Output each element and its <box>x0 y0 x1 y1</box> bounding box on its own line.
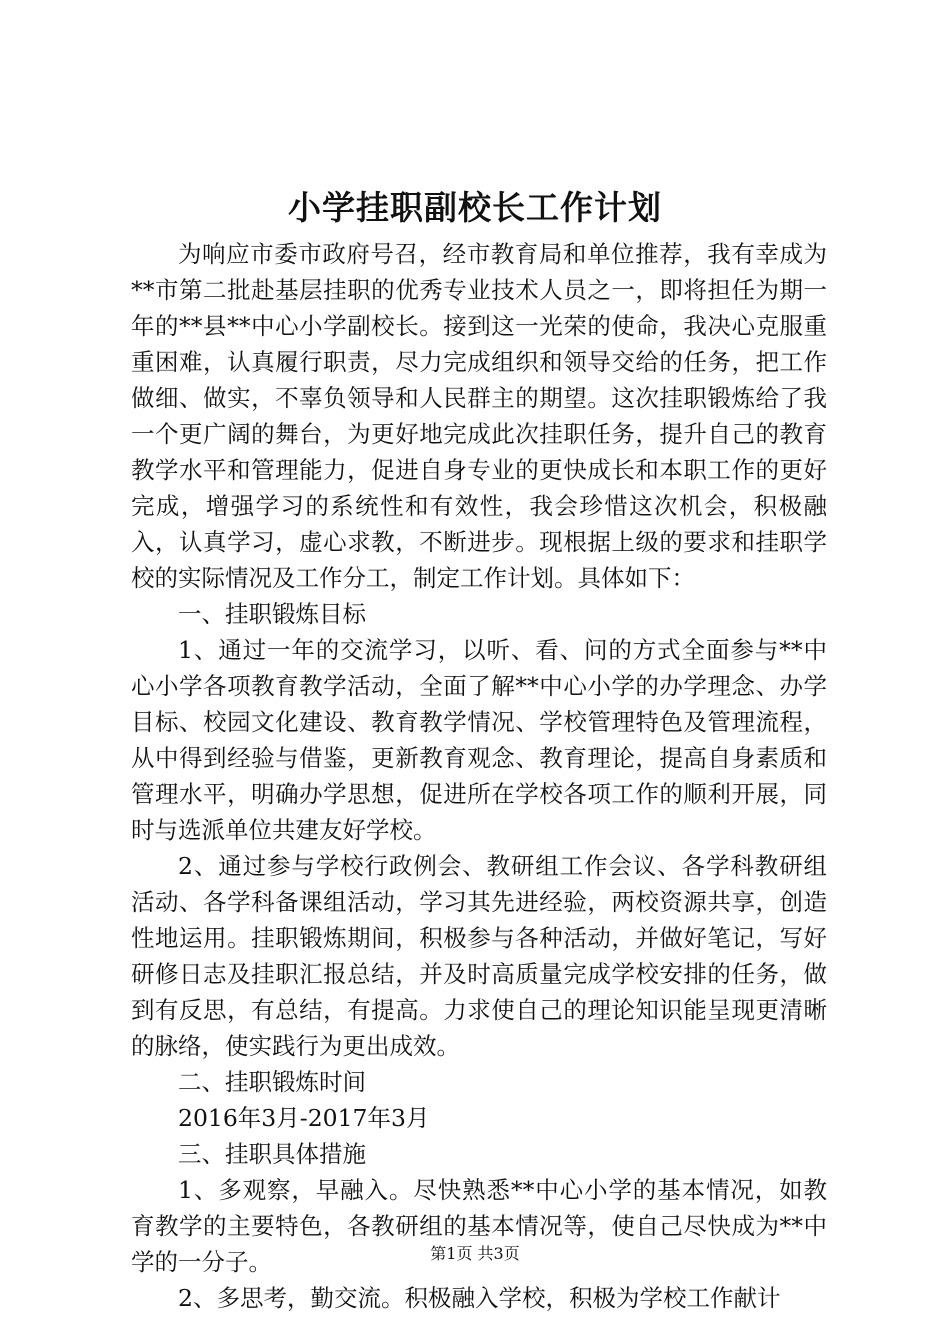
paragraph-goal-1: 1、通过一年的交流学习，以听、看、问的方式全面参与**中心小学各项教育教学活动，全面了解**中心小学的办学理念、办学目标、校园文化建设、教育教学情况、学校管理特色及管理流程，从中得到经验与借鉴，更新教育观念、教育理论，提高自身素质和管理水平，明确办学思想，促进所在学校各项工作的顺利开展，同时与选派单位共建友好学校。 <box>131 636 827 844</box>
paragraph-time-range: 2016年3月-2017年3月 <box>178 1104 430 1132</box>
document-title: 小学挂职副校长工作计划 <box>288 188 662 227</box>
section-heading-time: 二、挂职锻炼时间 <box>178 1068 366 1096</box>
paragraph-goal-2: 2、通过参与学校行政例会、教研组工作会议、各学科教研组活动、各学科备课组活动，学习其先进经验，两校资源共享，创造性地运用。挂职锻炼期间，积极参与各种活动，并做好笔记，写好研修日志及挂职汇报总结，并及时高质量完成学校安排的任务，做到有反思，有总结，有提高。力求使自己的理论知识能呈现更清晰的脉络，使实践行为更出成效。 <box>131 852 827 1060</box>
section-heading-goals: 一、挂职锻炼目标 <box>178 600 366 628</box>
section-heading-measures: 三、挂职具体措施 <box>178 1140 366 1168</box>
paragraph-measure-2: 2、多思考，勤交流。积极融入学校，积极为学校工作献计 <box>178 1284 781 1312</box>
page-number-footer: 第1页 共3页 <box>430 1244 520 1263</box>
document-body <box>131 236 827 1316</box>
paragraph-measure-1: 1、多观察，早融入。尽快熟悉**中心小学的基本情况，如教育教学的主要特色，各教研组的基本情况等，使自己尽快成为**中学的一分子。 <box>131 1176 827 1276</box>
paragraph-intro: 为响应市委市政府号召，经市教育局和单位推荐，我有幸成为**市第二批赴基层挂职的优秀专业技术人员之一，即将担任为期一年的**县**中心小学副校长。接到这一光荣的使命，我决心克服重重困难，认真履行职责，尽力完成组织和领导交给的任务，把工作做细、做实，不辜负领导和人民群主的期望。这次挂职锻炼给了我一个更广阔的舞台，为更好地完成此次挂职任务，提升自己的教育教学水平和管理能力，促进自身专业的更快成长和本职工作的更好完成，增强学习的系统性和有效性，我会珍惜这次机会，积极融入，认真学习，虚心求教，不断进步。现根据上级的要求和挂职学校的实际情况及工作分工，制定工作计划。具体如下： <box>131 240 827 592</box>
